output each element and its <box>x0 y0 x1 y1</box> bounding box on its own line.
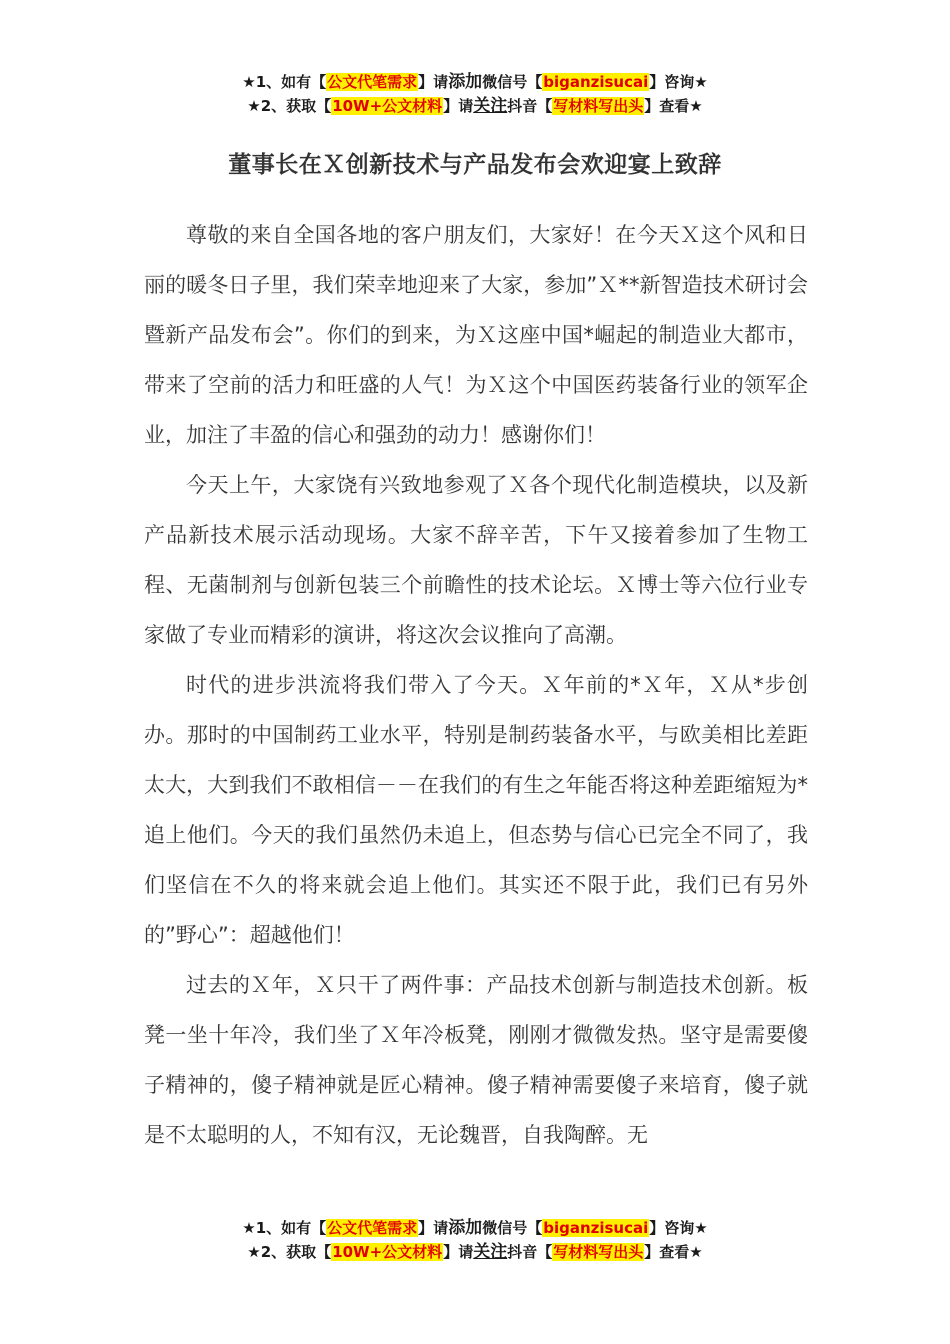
banner-text: 微信号【 <box>482 73 543 91</box>
highlight-materials: 10W+公文材料 <box>332 1243 443 1261</box>
paragraph: 过去的Ｘ年，Ｘ只干了两件事：产品技术创新与制造技术创新。板凳一坐十年冷，我们坐了Ｘ年冷板凳，刚刚才微微发热。坚守是需要傻子精神的，傻子精神就是匠心精神。傻子精神需要傻子来培育，傻子就是不太聪明的人，不知有汉，无论魏晋，自我陶醉。无 <box>144 973 808 1147</box>
banner-line-1 <box>0 1216 950 1240</box>
banner-line-1 <box>0 70 950 94</box>
banner-text: 1、如有【 <box>255 73 327 91</box>
highlight-service: 公文代笔需求 <box>327 73 418 91</box>
header-banner <box>0 70 950 118</box>
highlight-wechat-id: biganzisucai <box>543 73 649 91</box>
highlight-materials: 10W+公文材料 <box>332 97 443 115</box>
banner-text: 】查看 <box>644 97 690 115</box>
banner-text: 抖音【 <box>507 97 553 115</box>
star-icon: ★ <box>247 97 261 115</box>
star-icon: ★ <box>247 1243 261 1261</box>
banner-text: 】咨询 <box>649 1219 695 1237</box>
star-icon: ★ <box>689 1243 703 1261</box>
banner-text: 2、获取【 <box>260 97 332 115</box>
highlight-service: 公文代笔需求 <box>327 1219 418 1237</box>
emphasis-add: 添加 <box>448 72 483 92</box>
banner-text: 】请 <box>418 73 449 91</box>
document-title: 董事长在Ｘ创新技术与产品发布会欢迎宴上致辞 <box>228 152 722 178</box>
paragraph: 今天上午，大家饶有兴致地参观了Ｘ各个现代化制造模块，以及新产品新技术展示活动现场。大家不辞辛苦，下午又接着参加了生物工程、无菌制剂与创新包装三个前瞻性的技术论坛。Ｘ博士等六位行业专家做了专业而精彩的演讲，将这次会议推向了高潮。 <box>144 473 808 647</box>
banner-text: 】咨询 <box>649 73 695 91</box>
paragraph: 尊敬的来自全国各地的客户朋友们，大家好！在今天Ｘ这个风和日丽的暖冬日子里，我们荣幸地迎来了大家，参加”Ｘ**新智造技术研讨会暨新产品发布会”。你们的到来，为Ｘ这座中国*崛起的制造业大都市，带来了空前的活力和旺盛的人气！为Ｘ这个中国医药装备行业的领军企业，加注了丰盈的信心和强劲的动力！感谢你们！ <box>144 223 808 447</box>
paragraph: 时代的进步洪流将我们带入了今天。Ｘ年前的*Ｘ年，Ｘ从*步创办。那时的中国制药工业水平，特别是制药装备水平，与欧美相比差距太大，大到我们不敢相信－－在我们的有生之年能否将这种差距缩短为*追上他们。今天的我们虽然仍未追上，但态势与信心已完全不同了，我们坚信在不久的将来就会追上他们。其实还不限于此，我们已有另外的”野心”：超越他们！ <box>144 673 808 947</box>
banner-text: 】请 <box>443 97 474 115</box>
star-icon: ★ <box>242 73 256 91</box>
banner-line-2 <box>0 1240 950 1264</box>
banner-text: 1、如有【 <box>255 1219 327 1237</box>
banner-text: 2、获取【 <box>260 1243 332 1261</box>
banner-text: 】请 <box>418 1219 449 1237</box>
highlight-douyin-account: 写材料写出头 <box>553 97 644 115</box>
star-icon: ★ <box>694 73 708 91</box>
highlight-douyin-account: 写材料写出头 <box>553 1243 644 1261</box>
emphasis-follow: 关注 <box>473 1242 508 1262</box>
banner-line-2 <box>0 94 950 118</box>
document-body <box>144 210 808 1160</box>
banner-text: 】查看 <box>644 1243 690 1261</box>
star-icon: ★ <box>689 97 703 115</box>
banner-text: 】请 <box>443 1243 474 1261</box>
footer-banner <box>0 1216 950 1264</box>
emphasis-follow: 关注 <box>473 96 508 116</box>
star-icon: ★ <box>242 1219 256 1237</box>
banner-text: 抖音【 <box>507 1243 553 1261</box>
emphasis-add: 添加 <box>448 1218 483 1238</box>
highlight-wechat-id: biganzisucai <box>543 1219 649 1237</box>
star-icon: ★ <box>694 1219 708 1237</box>
banner-text: 微信号【 <box>482 1219 543 1237</box>
